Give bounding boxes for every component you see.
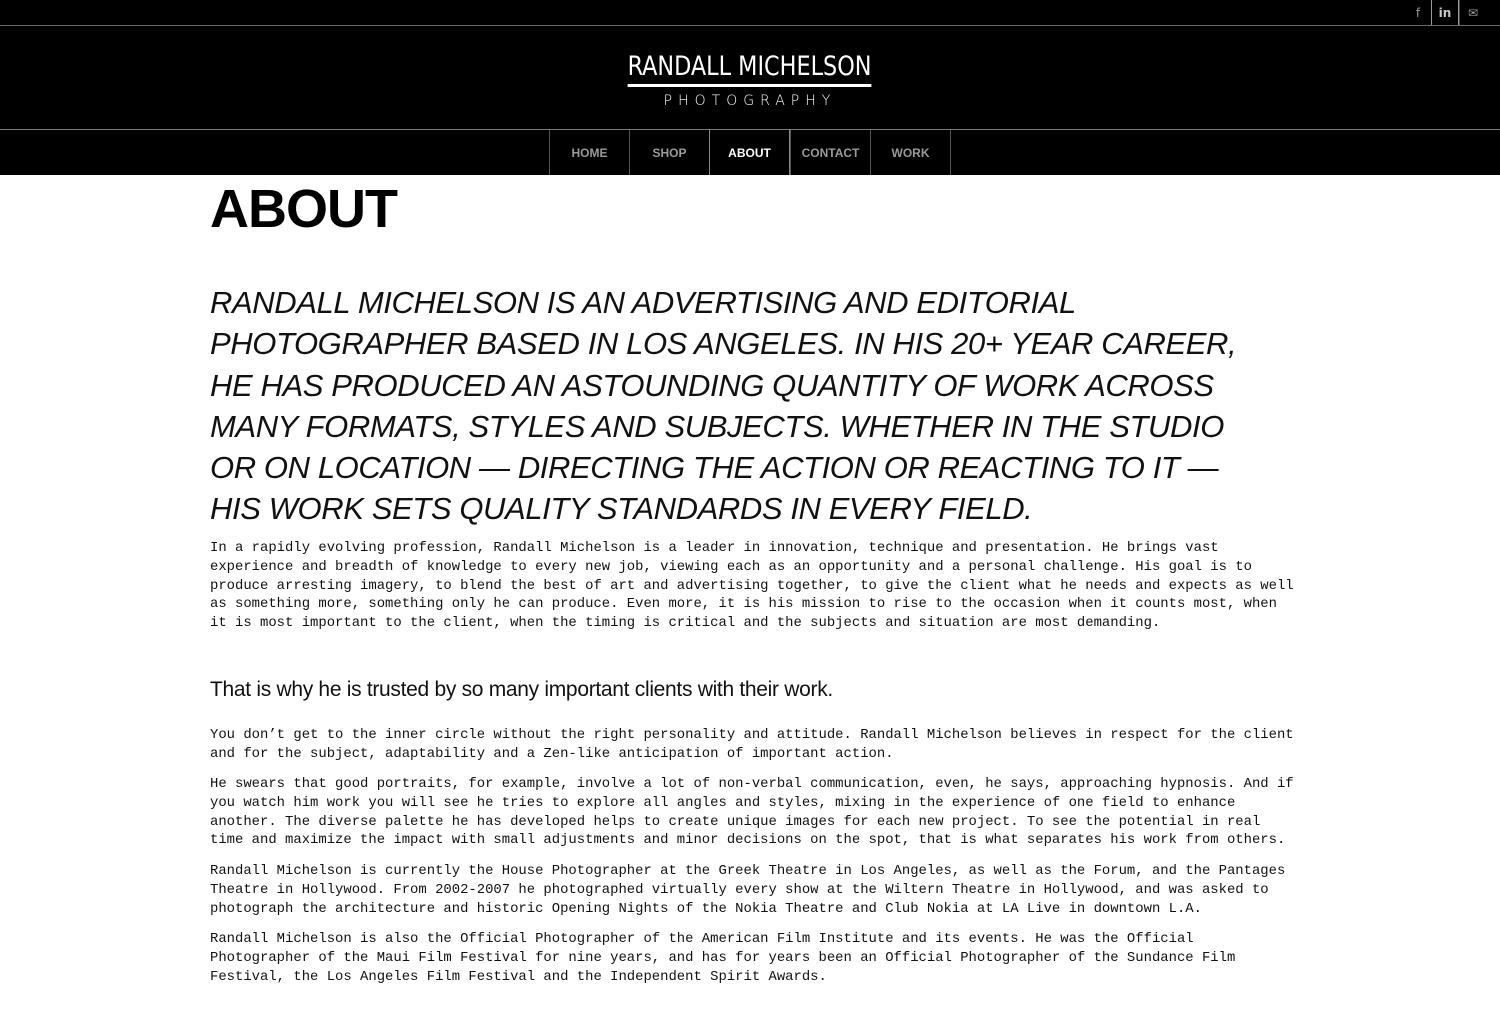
nav-item-contact[interactable]: CONTACT — [790, 130, 870, 175]
site-header — [0, 26, 1500, 130]
top-bar — [0, 0, 1500, 26]
nav-item-work[interactable]: WORK — [870, 130, 951, 175]
logo-subtitle: PHOTOGRAPHY — [663, 93, 837, 109]
body-paragraph-3: He swears that good portraits, for example, involve a lot of non-verbal communication, even, he says, approaching hypnosis. And if you watch him work you will see he tries to explore all angles and styles, mixing in the experience of one field to enhance another. The diverse palette he has developed helps to create unique images for each new project. To see the potential in real time and maximize the impact with small adjustments and minor decisions on the spot, that is what separates his work from others. — [210, 776, 1294, 849]
nav-item-shop[interactable]: SHOP — [629, 130, 709, 175]
main-content — [210, 175, 1295, 985]
body-paragraph-5: Randall Michelson is also the Official Photographer of the American Film Institute and its events. He was the Official Photographer of the Maui Film Festival for nine years, and has for years been an Official Photographer of the Sundance Film Festival, the Los Angeles Film Festival and the Independent Spirit Awards. — [210, 931, 1236, 985]
logo-name: RANDALL MICHELSON — [628, 52, 872, 87]
nav-item-home[interactable]: HOME — [549, 130, 629, 175]
intro-lead: RANDALL MICHELSON IS AN ADVERTISING AND EDITORIAL PHOTOGRAPHER BASED IN LOS ANGELES. IN HIS 20+ YEAR CAREER, HE HAS PRODUCED AN ASTOUNDING QUANTITY OF WORK ACROSS MANY FORMATS, STYLES AND SUBJECTS. WHETHER IN THE STUDIO OR ON LOCATION — DIRECTING THE ACTION OR REACTING TO IT — HIS WORK SETS QUALITY STANDARDS IN EVERY FIELD. — [210, 285, 1237, 527]
mail-icon[interactable]: ✉ — [1459, 0, 1486, 25]
section-subheading: That is why he is trusted by so many important clients with their work. — [210, 678, 833, 701]
social-links — [1405, 0, 1486, 25]
site-logo[interactable] — [0, 52, 1500, 109]
linkedin-icon[interactable]: in — [1431, 0, 1459, 25]
main-nav — [0, 130, 1500, 175]
facebook-icon[interactable]: f — [1415, 5, 1421, 20]
body-paragraph-1: In a rapidly evolving profession, Randall Michelson is a leader in innovation, technique and presentation. He brings vast experience and breadth of knowledge to every new job, viewing each as an opportunity and a personal challenge. His goal is to produce arresting imagery, to blend the best of art and advertising together, to give the client what he needs and expects as well as something more, something only he can produce. Even more, it is his mission to rise to the occasion when it counts most, when it is most important to the client, when the timing is critical and the subjects and situation are most demanding. — [210, 540, 1294, 632]
body-paragraph-2: You don’t get to the inner circle without the right personality and attitude. Randall Michelson believes in respect for the client and for the subject, adaptability and a Zen-like anticipation of important action. — [210, 727, 1294, 762]
body-paragraph-4: Randall Michelson is currently the House Photographer at the Greek Theatre in Los Angeles, as well as the Forum, and the Pantages Theatre in Hollywood. From 2002-2007 he photographed virtually every show at the Wiltern Theatre in Hollywood, and was asked to photograph the architecture and historic Opening Nights of the Nokia Theatre and Club Nokia at LA Live in downtown L.A. — [210, 863, 1286, 917]
page-title: ABOUT — [210, 179, 397, 239]
nav-item-about[interactable]: ABOUT — [709, 130, 790, 175]
